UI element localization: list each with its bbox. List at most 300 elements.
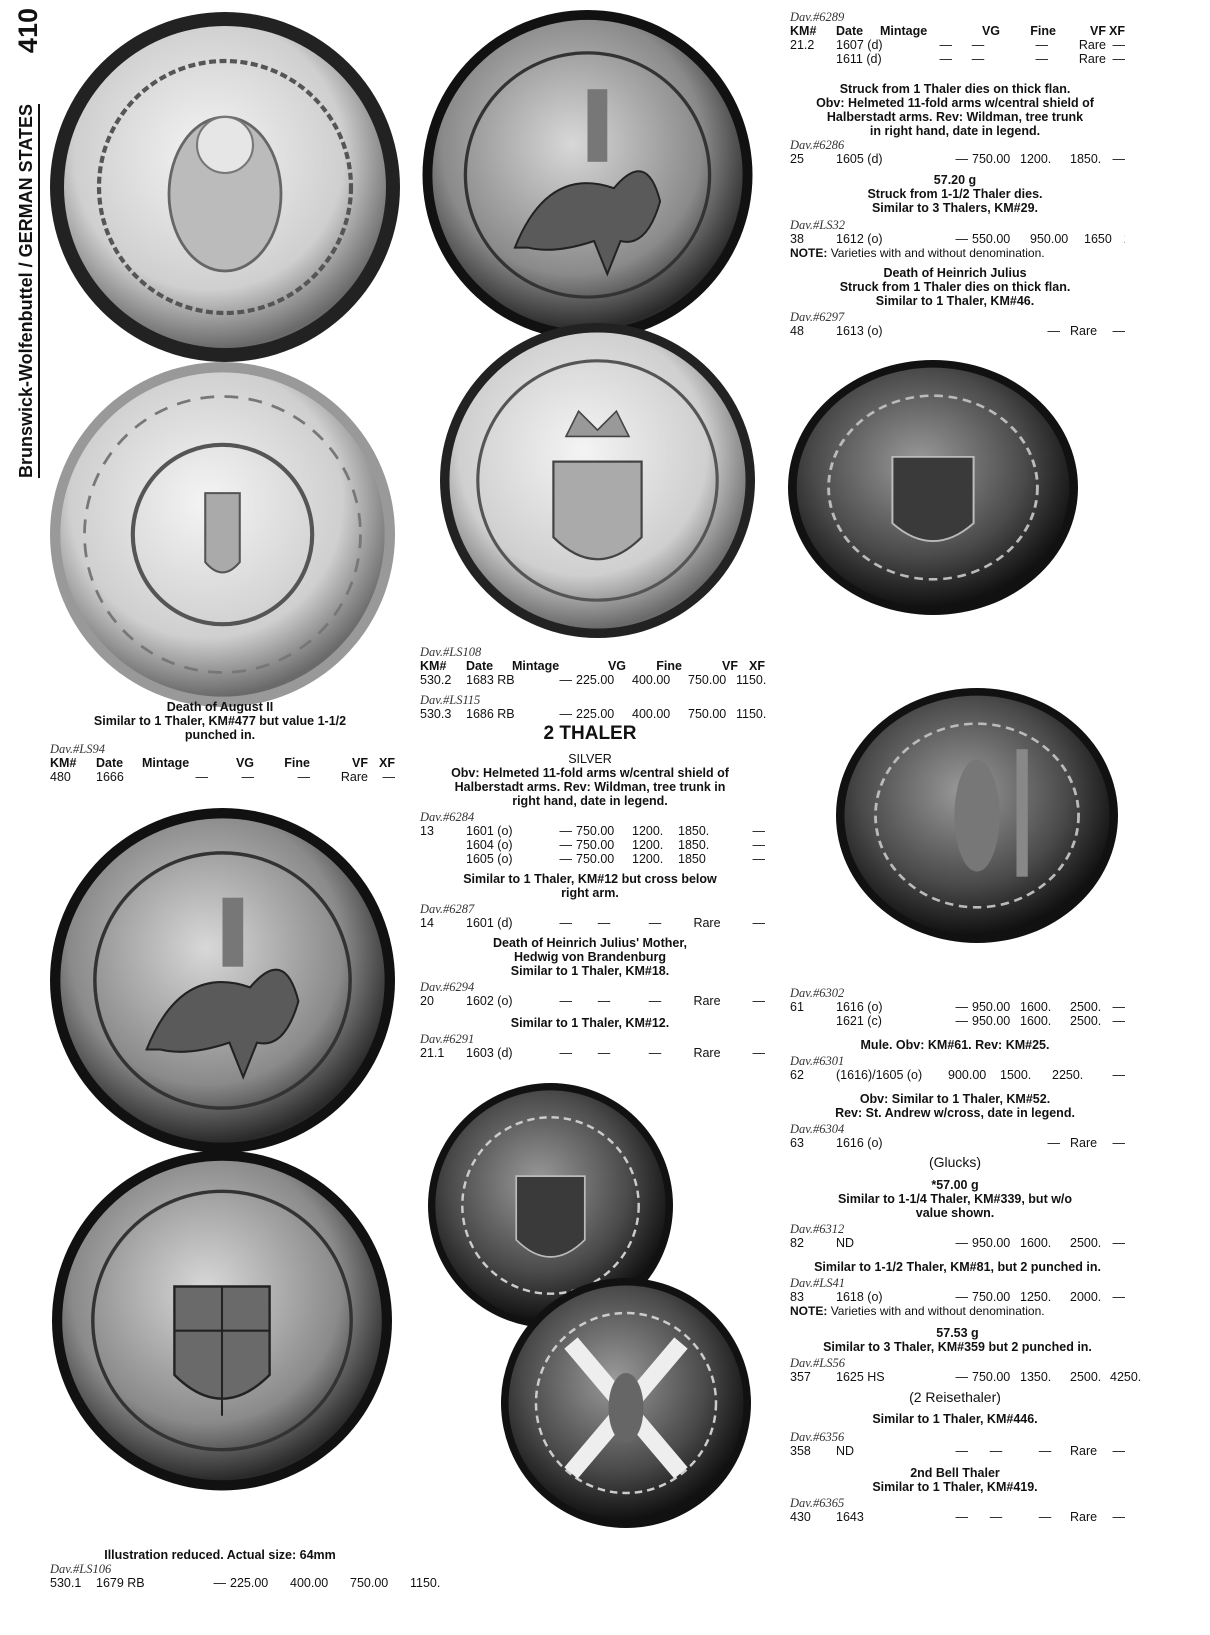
right-table-9 <box>790 1276 1125 1318</box>
cell: 1600. <box>1020 1014 1052 1028</box>
cell: — <box>752 916 765 930</box>
middle-table-1 <box>420 645 765 721</box>
caption-line: Death of August II <box>166 700 274 714</box>
dav-ref: Dav.#LS41 <box>790 1276 845 1290</box>
col-vg: VG <box>235 756 254 770</box>
dav-ref: Dav.#6304 <box>790 1122 845 1136</box>
col-fine: Fine <box>656 659 682 673</box>
cell: — <box>1035 52 1048 66</box>
desc-line: Struck from 1-1/2 Thaler dies. <box>867 187 1043 201</box>
cell: — <box>559 838 572 852</box>
desc-block <box>420 936 760 978</box>
desc-line: 57.53 g <box>936 1326 979 1340</box>
desc-block <box>420 766 760 808</box>
cell: — <box>559 916 572 930</box>
cell: 83 <box>790 1290 804 1304</box>
cell: — <box>382 770 395 784</box>
dav-ref: Dav.#LS106 <box>50 1562 112 1576</box>
table-row <box>420 1046 765 1060</box>
table-row <box>420 994 765 1008</box>
cell: 530.3 <box>420 707 452 721</box>
table-header <box>420 659 765 673</box>
right-table-1 <box>790 10 1125 66</box>
desc-line: Similar to 3 Thaler, KM#359 but 2 punched in. <box>823 1340 1092 1354</box>
cell: 63 <box>790 1136 804 1150</box>
cell: Rare <box>1070 324 1098 338</box>
cell: 48 <box>790 324 804 338</box>
cell: — <box>559 824 572 838</box>
cell: — <box>989 1510 1003 1524</box>
note-label: NOTE: <box>790 1304 828 1318</box>
table-row <box>790 1510 1125 1524</box>
dav-ref: Dav.#6356 <box>790 1430 845 1444</box>
cell: 2500. <box>1070 1014 1102 1028</box>
cell: — <box>971 38 985 52</box>
cell: 1643 <box>836 1510 864 1524</box>
cell: — <box>955 232 968 246</box>
middle-table-3 <box>420 810 765 866</box>
cell <box>972 1136 1020 1150</box>
cell: 1607 (d) <box>836 38 883 52</box>
cell: 1603 (d) <box>466 1046 513 1060</box>
horseman-coin-large <box>50 808 395 1153</box>
col-km: KM# <box>420 659 447 673</box>
cell: — <box>1112 152 1125 166</box>
section-title-2-thaler: 2 THALER <box>543 723 637 744</box>
cell: 530.1 <box>50 1576 82 1590</box>
cell <box>790 52 836 66</box>
table-row <box>790 1370 1142 1384</box>
desc-line: 57.20 g <box>933 173 977 187</box>
table-header <box>50 756 395 770</box>
cell: — <box>1038 1444 1052 1458</box>
cell: — <box>648 916 662 930</box>
cell: — <box>1112 1510 1125 1524</box>
cell: — <box>559 1046 572 1060</box>
cell: 1601 (o) <box>466 824 513 838</box>
cell: 1601 (d) <box>466 916 513 930</box>
caption-illustration: Illustration reduced. Actual size: 64mm <box>104 1548 336 1562</box>
cell: 750.00 <box>972 1290 1011 1304</box>
cell: 400.00 <box>290 1576 329 1590</box>
cell: 82 <box>790 1236 804 1250</box>
cell: Rare <box>1078 38 1106 52</box>
portrait-coin-obverse <box>50 12 400 362</box>
dav-ref: Dav.#6302 <box>790 986 845 1000</box>
cell: 1150. <box>410 1576 441 1590</box>
cell: 1611 (d) <box>836 52 882 66</box>
desc-line: Halberstadt arms. Rev: Wildman, tree trunk in <box>454 780 726 794</box>
cell: — <box>559 673 572 687</box>
cell: — <box>1047 324 1060 338</box>
cell: 1500. <box>1000 1068 1032 1082</box>
cell <box>790 1014 836 1028</box>
cell: 750.00 <box>576 838 615 852</box>
desc-line: Similar to 1-1/4 Thaler, KM#339, but w/o <box>837 1192 1073 1206</box>
desc-line: in right hand, date in legend. <box>869 124 1041 138</box>
cell: 950.00 <box>972 1000 1011 1014</box>
cell: — <box>1112 1290 1125 1304</box>
side-header <box>8 8 48 478</box>
col-vg: VG <box>981 24 1000 38</box>
cell: 1616 (o) <box>836 1136 883 1150</box>
desc-block: Similar to 1-1/2 Thaler, KM#81, but 2 punched in. <box>814 1260 1101 1274</box>
col-vf: VF <box>1090 24 1106 38</box>
cell: 38 <box>790 232 804 246</box>
cell: — <box>1035 38 1048 52</box>
cell: 430 <box>790 1510 811 1524</box>
cell: 750.00 <box>576 824 615 838</box>
desc-line: Obv: Helmeted 11-fold arms w/central shield of <box>816 96 1094 110</box>
dav-ref: Dav.#6284 <box>420 810 475 824</box>
cell: — <box>752 994 765 1008</box>
desc-line: Similar to 1 Thaler, KM#18. <box>510 964 670 978</box>
cell: — <box>955 1290 968 1304</box>
col-vf: VF <box>352 756 368 770</box>
cell: 2500. <box>1070 1000 1102 1014</box>
cell: 1625 HS <box>836 1370 885 1384</box>
table-row <box>790 1290 1125 1304</box>
cell: — <box>955 1510 968 1524</box>
note <box>790 246 1125 260</box>
caption-line: punched in. <box>184 728 256 742</box>
cell: 2500. <box>1070 1370 1102 1384</box>
desc-line: 2nd Bell Thaler <box>910 1466 1000 1480</box>
dav-ref: Dav.#LS56 <box>790 1356 845 1370</box>
cell: 750.00 <box>972 1370 1011 1384</box>
left-table-1 <box>50 742 395 784</box>
right-table-6 <box>790 1054 1125 1082</box>
right-table-8 <box>790 1222 1125 1250</box>
right-table-2 <box>790 138 1125 166</box>
desc-line: Similar to 3 Thalers, KM#29. <box>871 201 1039 215</box>
desc-block: Similar to 1 Thaler, KM#446. <box>872 1412 1038 1426</box>
cell: 1612 (o) <box>836 232 883 246</box>
cell: 62 <box>790 1068 804 1082</box>
desc-block: Mule. Obv: KM#61. Rev: KM#25. <box>860 1038 1050 1052</box>
cell: 1150. <box>736 673 767 687</box>
dav-ref: Dav.#LS94 <box>50 742 105 756</box>
cell: 950.00 <box>972 1014 1011 1028</box>
table-row <box>790 152 1125 166</box>
cell: 13 <box>420 824 434 838</box>
cell: 900.00 <box>948 1068 987 1082</box>
cell: 750.00 <box>576 852 615 866</box>
cell: — <box>559 994 572 1008</box>
cell: 358 <box>790 1444 811 1458</box>
cell: 1605 (o) <box>466 852 513 866</box>
table-row <box>420 838 765 852</box>
table-row <box>420 673 765 687</box>
dav-ref: Dav.#6291 <box>420 1032 475 1046</box>
cell: 1150. <box>736 707 767 721</box>
cell: 400.00 <box>632 707 671 721</box>
note-text: Varieties with and without denomination. <box>830 1304 1045 1318</box>
cell: — <box>971 52 985 66</box>
metal-label: SILVER <box>568 752 612 766</box>
cell: 1250. <box>1020 1290 1052 1304</box>
cell: Rare <box>1078 52 1106 66</box>
table-header <box>790 24 1125 38</box>
cell <box>920 1136 972 1150</box>
cell: 1600. <box>1020 1236 1052 1250</box>
cell: — <box>1112 1000 1125 1014</box>
arms-coin-right <box>788 360 1078 615</box>
cell <box>420 852 466 866</box>
desc-block <box>790 1178 1120 1220</box>
col-fine: Fine <box>284 756 310 770</box>
cell: Rare <box>1070 1510 1098 1524</box>
cell: — <box>648 1046 662 1060</box>
desc-block <box>790 173 1120 215</box>
cell: 1621 (c) <box>836 1014 882 1028</box>
table-row <box>790 1136 1125 1150</box>
desc-line: Halberstadt arms. Rev: Wildman, tree trunk <box>826 110 1084 124</box>
desc-block <box>420 872 760 900</box>
cell: 225.00 <box>576 673 615 687</box>
table-row <box>420 916 765 930</box>
cell: — <box>955 1000 968 1014</box>
dav-ref: Dav.#6312 <box>790 1222 845 1236</box>
cell: — <box>1112 1236 1125 1250</box>
cell: 4250. <box>1110 1370 1142 1384</box>
cell: Rare <box>693 1046 721 1060</box>
desc-line: Similar to 1 Thaler, KM#46. <box>875 294 1035 308</box>
cell: 1683 RB <box>466 673 515 687</box>
cell: 950.00 <box>1030 232 1069 246</box>
desc-block <box>790 82 1120 138</box>
cell: — <box>752 824 765 838</box>
cell: (1616)/1605 (o) <box>836 1068 923 1082</box>
cell: 225.00 <box>230 1576 269 1590</box>
table-row <box>790 1068 1125 1082</box>
wildman-coin-right <box>836 688 1118 943</box>
col-xf: XF <box>379 756 395 770</box>
table-row <box>790 1000 1125 1014</box>
cell: Rare <box>1070 1136 1098 1150</box>
table-row <box>420 852 765 866</box>
cell: — <box>597 916 611 930</box>
cell: — <box>989 1444 1003 1458</box>
cell: 480 <box>50 770 71 784</box>
table-row <box>790 38 1125 52</box>
cell <box>1098 1068 1106 1082</box>
cell: — <box>213 1576 226 1590</box>
col-km: KM# <box>50 756 77 770</box>
note <box>790 1304 1125 1318</box>
table-row <box>790 232 1125 246</box>
cell: — <box>1112 52 1125 66</box>
cell: 61 <box>790 1000 804 1014</box>
cell: 1850 <box>678 852 706 866</box>
desc-block <box>790 266 1120 308</box>
crowned-arms-coin-reverse <box>440 318 755 643</box>
col-fine: Fine <box>1030 24 1056 38</box>
desc-line: Obv: Helmeted 11-fold arms w/central shield of <box>451 766 729 780</box>
cell: 1618 (o) <box>836 1290 883 1304</box>
cell: Rare <box>340 770 368 784</box>
cell: 750.00 <box>688 707 727 721</box>
dav-ref: Dav.#6287 <box>420 902 475 916</box>
cell: — <box>752 1046 765 1060</box>
cell: — <box>648 994 662 1008</box>
cell: 1686 RB <box>466 707 515 721</box>
table-row <box>790 1236 1125 1250</box>
dav-ref: Dav.#LS32 <box>790 218 845 232</box>
desc-line: Struck from 1 Thaler dies on thick flan. <box>839 280 1071 294</box>
cell: 1666 <box>96 770 124 784</box>
desc-line: value shown. <box>915 1206 995 1220</box>
table-row <box>790 52 1125 66</box>
cell: — <box>1047 1136 1060 1150</box>
cell: 357 <box>790 1370 811 1384</box>
cell: — <box>955 1370 968 1384</box>
table-row <box>50 770 395 784</box>
table-row <box>790 1014 1125 1028</box>
desc-block <box>790 1326 1125 1354</box>
col-xf: XF <box>749 659 765 673</box>
cell: — <box>1112 324 1125 338</box>
dav-ref: Dav.#6365 <box>790 1496 845 1510</box>
table-row <box>420 707 765 721</box>
col-mintage: Mintage <box>142 756 190 770</box>
cell: — <box>241 770 254 784</box>
cell: 750.00 <box>972 152 1011 166</box>
caption-death-of-august <box>50 700 390 742</box>
dav-ref: Dav.#6289 <box>790 10 845 24</box>
cell: — <box>752 852 765 866</box>
page-title: Brunswick-Wolfenbuttel / GERMAN STATES <box>16 104 40 478</box>
right-table-11 <box>790 1430 1125 1458</box>
cell: — <box>559 852 572 866</box>
table-row <box>790 324 1125 338</box>
cell: 1616 (o) <box>836 1000 883 1014</box>
cell: 1200. <box>632 852 664 866</box>
cell: 550.00 <box>972 232 1011 246</box>
cell: 25 <box>790 152 804 166</box>
cell: — <box>1112 1068 1125 1082</box>
col-date: Date <box>466 659 494 673</box>
cell: 1679 RB <box>96 1576 145 1590</box>
dav-ref: Dav.#LS115 <box>420 693 481 707</box>
dav-ref: Dav.#6294 <box>420 980 475 994</box>
cell: — <box>597 1046 611 1060</box>
cell: 1850. <box>678 838 710 852</box>
middle-table-4 <box>420 902 765 930</box>
desc-line: Death of Heinrich Julius' Mother, <box>493 936 687 950</box>
cell: — <box>955 152 968 166</box>
cell: 1602 (o) <box>466 994 513 1008</box>
cell: 530.2 <box>420 673 452 687</box>
right-table-12 <box>790 1496 1125 1524</box>
cell: 2000. <box>1070 1290 1102 1304</box>
cell: 1350. <box>1020 1370 1052 1384</box>
plain-note: (Glucks) <box>928 1154 982 1170</box>
cell: 1200. <box>1020 152 1052 166</box>
desc-block <box>790 1092 1120 1120</box>
dav-ref: Dav.#6297 <box>790 310 845 324</box>
cell: 14 <box>420 916 434 930</box>
dav-ref: Dav.#LS108 <box>420 645 482 659</box>
cell: — <box>955 1014 968 1028</box>
right-table-4 <box>790 310 1125 338</box>
cell: 21.1 <box>420 1046 445 1060</box>
col-mintage: Mintage <box>880 24 928 38</box>
dav-ref: Dav.#6286 <box>790 138 845 152</box>
middle-table-6 <box>420 1032 765 1060</box>
desc-line: right hand, date in legend. <box>512 794 668 808</box>
cell: — <box>955 1444 968 1458</box>
cell: 1850. <box>1070 152 1102 166</box>
desc-line: right arm. <box>561 886 619 900</box>
horseman-coin-obverse <box>420 10 755 340</box>
cell: 1600. <box>1020 1000 1052 1014</box>
right-table-7 <box>790 1122 1125 1150</box>
cell: 1613 (o) <box>836 324 883 338</box>
cell: — <box>1112 1014 1125 1028</box>
cell <box>1124 232 1125 246</box>
cell: 1850. <box>678 824 710 838</box>
desc-block <box>790 1466 1120 1494</box>
desc-line: Death of Heinrich Julius <box>883 266 1027 280</box>
table-row <box>790 1444 1125 1458</box>
col-date: Date <box>96 756 124 770</box>
cell: — <box>195 770 208 784</box>
cell: — <box>1112 1136 1125 1150</box>
cell: — <box>1112 38 1125 52</box>
cell: — <box>559 707 572 721</box>
cell: — <box>752 838 765 852</box>
right-table-3 <box>790 218 1125 260</box>
desc-line: Obv: Similar to 1 Thaler, KM#52. <box>859 1092 1051 1106</box>
cell: 400.00 <box>632 673 671 687</box>
right-table-10 <box>790 1356 1142 1384</box>
plain-note: (2 Reisethaler) <box>909 1389 1001 1405</box>
dav-ref: Dav.#6301 <box>790 1054 845 1068</box>
table-row <box>420 824 765 838</box>
cell: — <box>955 1236 968 1250</box>
col-date: Date <box>836 24 864 38</box>
col-vf: VF <box>722 659 738 673</box>
cell: 750.00 <box>350 1576 389 1590</box>
left-table-2 <box>50 1562 441 1590</box>
cell <box>972 324 1020 338</box>
cell: — <box>939 38 952 52</box>
desc-line: Struck from 1 Thaler dies on thick flan. <box>839 82 1071 96</box>
cell: 1200. <box>632 824 664 838</box>
col-xf: XF <box>1109 24 1125 38</box>
cell: 1605 (d) <box>836 152 883 166</box>
desc-line: *57.00 g <box>931 1178 979 1192</box>
arms-coin-large <box>52 1148 392 1493</box>
cell: 1200. <box>632 838 664 852</box>
right-table-5 <box>790 986 1125 1028</box>
note-label: NOTE: <box>790 246 828 260</box>
cell: 1604 (o) <box>466 838 513 852</box>
cell: 20 <box>420 994 434 1008</box>
arms-coin-reverse <box>50 362 395 707</box>
cell: — <box>1038 1510 1052 1524</box>
col-vg: VG <box>607 659 626 673</box>
cell: — <box>939 52 952 66</box>
page-number: 410 <box>12 8 43 54</box>
desc-line: Hedwig von Brandenburg <box>513 950 667 964</box>
col-mintage: Mintage <box>512 659 560 673</box>
cell: Rare <box>693 994 721 1008</box>
cell: 950.00 <box>972 1236 1011 1250</box>
cell: ND <box>836 1444 855 1458</box>
st-andrew-coin <box>500 1278 752 1528</box>
